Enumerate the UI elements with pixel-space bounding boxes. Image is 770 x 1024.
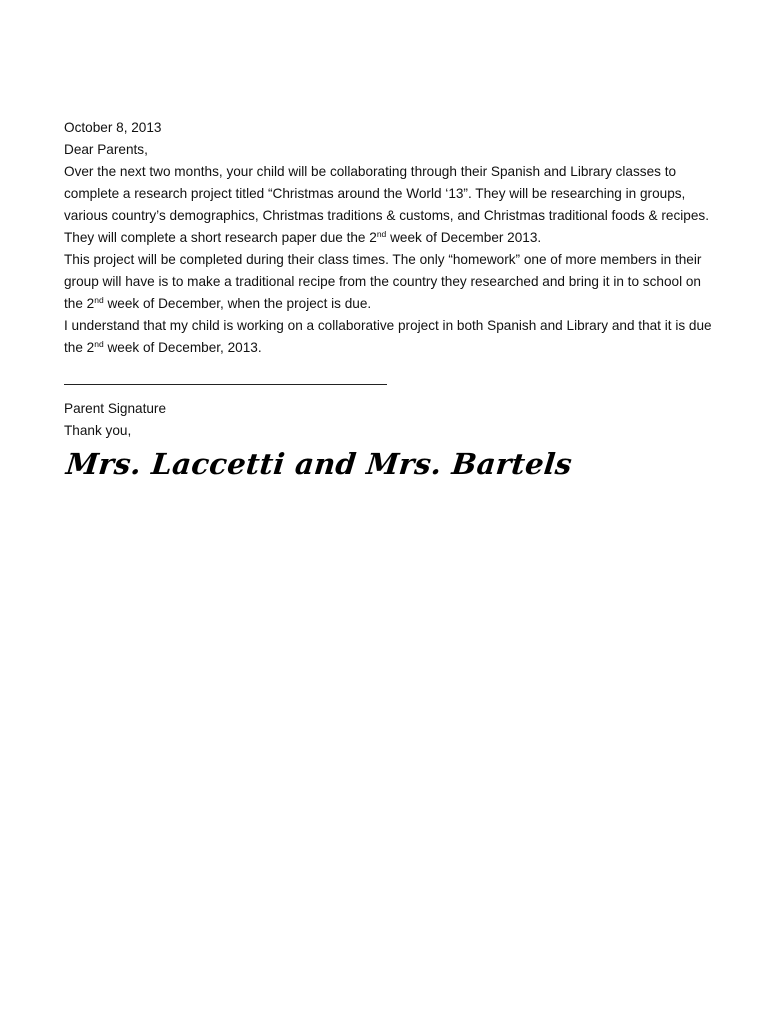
letter-date: October 8, 2013: [64, 120, 162, 135]
signature-line[interactable]: [64, 384, 387, 385]
ordinal-suffix: nd: [94, 339, 104, 349]
ordinal-suffix: nd: [94, 295, 104, 305]
paragraph-text: week of December, 2013.: [103, 340, 262, 355]
teacher-signature: Mrs. Laccetti and Mrs. Bartels: [64, 447, 574, 481]
paragraph-text: This project will be completed during their class times. The only “homework” one of more members in their group will have is to make a traditional recipe from the country they researched and bring it in to school on the 2: [64, 252, 702, 311]
salutation: Dear Parents,: [64, 142, 148, 157]
paragraph-text: Over the next two months, your child will be collaborating through their Spanish and Library classes to complete a research project titled “Christmas around the World ‘13”. They will be researching in groups, various country’s demographics, Christmas traditions & customs, and Christmas traditional foods & recipes. They will complete a short research paper due the 2: [64, 164, 709, 245]
closing: Thank you,: [64, 423, 132, 438]
paragraph-text: week of December 2013.: [386, 230, 542, 245]
paragraph-homework: [64, 249, 712, 315]
paragraph-project-description: [64, 161, 712, 249]
letter-body: [64, 117, 712, 486]
paragraph-acknowledgement: [64, 315, 712, 359]
paragraph-text: I understand that my child is working on a collaborative project in both Spanish and Library and that it is due the 2: [64, 318, 712, 355]
ordinal-suffix: nd: [376, 229, 387, 239]
paragraph-text: week of December, when the project is due.: [103, 296, 372, 311]
signature-label: Parent Signature: [64, 401, 167, 416]
